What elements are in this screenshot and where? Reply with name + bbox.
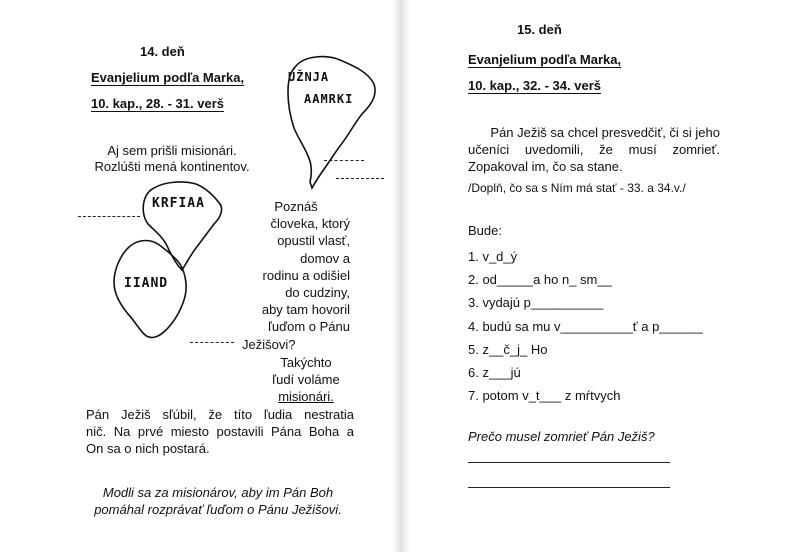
- gospel-heading: Evanjelium podľa Marka,: [91, 70, 245, 85]
- side-text-line: do cudziny,: [285, 285, 350, 301]
- south-america-label-1: UŽNJA: [288, 70, 330, 84]
- fill-in-item[interactable]: 6. z___jú: [468, 365, 521, 381]
- missionaries-answer: misionári.: [278, 389, 334, 404]
- fill-in-item[interactable]: 7. potom v_t___ z mŕtvych: [468, 388, 621, 404]
- paragraph-line: Pán Ježiš sa chcel presvedčiť, či si jeho: [490, 125, 720, 140]
- side-text-line: ľuďom o Pánu: [268, 319, 350, 335]
- intro-line-1: Aj sem prišli misionári.: [107, 143, 237, 158]
- day-title: 14. deň: [140, 44, 185, 59]
- prayer-text: [80, 484, 356, 518]
- side-text-line: rodinu a odišiel: [262, 267, 350, 283]
- side-text-line: opustil vlasť,: [277, 233, 350, 249]
- africa-label: KRFIAA: [152, 196, 205, 211]
- side-text-2: [256, 354, 356, 405]
- answer-line: [190, 342, 234, 343]
- side-text-2-line: Takýchto: [280, 355, 332, 370]
- fill-in-item[interactable]: 2. od_____a ho n_ sm__: [468, 272, 612, 288]
- paragraph-line: Zopakoval im, čo sa stane.: [468, 159, 623, 174]
- side-text-line: Ježišovi?: [242, 336, 296, 352]
- answer-line: [336, 178, 384, 179]
- question: Prečo musel zomrieť Pán Ježiš?: [468, 429, 655, 444]
- side-text-line: domov a: [300, 250, 350, 266]
- prayer-line: pomáhal rozprávať ľuďom o Pánu Ježišovi.: [94, 502, 342, 517]
- intro-line-2: Rozlúšti mená kontinentov.: [94, 159, 250, 174]
- answer-line: [78, 216, 140, 217]
- side-text-2-line: ľudí voláme: [272, 372, 340, 387]
- promise-paragraph: [86, 406, 354, 457]
- side-text-line: aby tam hovoril: [261, 302, 350, 318]
- australia-label: IIAND: [124, 276, 169, 291]
- answer-line[interactable]: [468, 487, 670, 488]
- day-title: 15. deň: [517, 22, 562, 37]
- fill-in-item[interactable]: 4. budú sa mu v__________ť a p______: [468, 318, 703, 334]
- paragraph-line: učeníci uvedomili, že musí zomrieť.: [468, 142, 720, 157]
- intro-paragraph: [468, 124, 720, 175]
- side-text-line: človeka, ktorý: [270, 216, 350, 232]
- paragraph-line: On sa o nich postará.: [86, 441, 210, 456]
- answer-line: [324, 160, 364, 161]
- fill-in-item[interactable]: 1. v_d_ý: [468, 249, 518, 264]
- right-page: [400, 0, 800, 552]
- paragraph-line: nič. Na prvé miesto postavili Pána Boha a: [86, 424, 354, 439]
- chapter-verse-heading: 10. kap., 28. - 31. verš: [91, 96, 224, 111]
- fill-in-item[interactable]: 3. vydajú p__________: [468, 295, 604, 311]
- side-text-line: Poznáš: [274, 199, 318, 214]
- instruction: /Doplň, čo sa s Ním má stať - 33. a 34.v./: [468, 181, 686, 195]
- answer-line[interactable]: [468, 462, 670, 463]
- fill-in-list: [468, 245, 703, 407]
- chapter-verse-heading: 10. kap., 32. - 34. verš: [468, 78, 601, 93]
- paragraph-line: Pán Ježiš sľúbil, že títo ľudia nestratia: [86, 407, 354, 422]
- prayer-line: Modli sa za misionárov, aby im Pán Boh: [102, 485, 334, 500]
- south-america-label-2: AAMRKI: [304, 92, 354, 106]
- gospel-heading: Evanjelium podľa Marka,: [468, 52, 622, 67]
- fill-in-item[interactable]: 5. z__č_j_ Ho: [468, 341, 548, 357]
- bude-label: Bude:: [468, 223, 502, 238]
- side-text: [242, 198, 350, 353]
